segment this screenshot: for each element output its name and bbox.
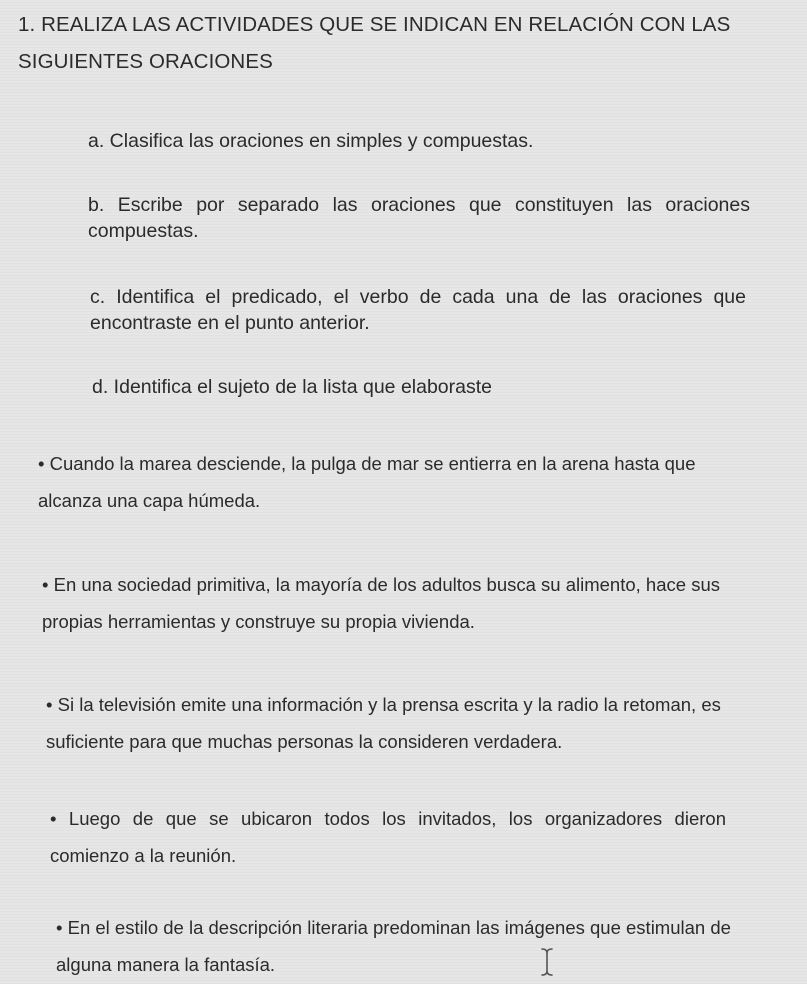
sentence-2: • En una sociedad primitiva, la mayoría de los adultos busca su alimento, hace sus propias herramientas y construye su propia vivienda. (42, 574, 720, 632)
sentence-3: • Si la televisión emite una información y la prensa escrita y la radio la retoman, es suficiente para que muchas personas la consideren verdadera. (46, 694, 721, 752)
sentence-4: • Luego de que se ubicaron todos los invitados, los organizadores dieron comienzo a la reunión. (50, 808, 726, 866)
task-d: d. Identifica el sujeto de la lista que elaboraste (92, 376, 493, 398)
sentence-5: • En el estilo de la descripción literaria predominan las imágenes que estimulan de alguna manera la fantasía. (56, 917, 731, 975)
sentence-1: • Cuando la marea desciende, la pulga de mar se entierra en la arena hasta que alcanza una capa húmeda. (38, 453, 696, 511)
task-c: c. Identifica el predicado, el verbo de cada una de las oraciones que encontraste en el punto anterior. (90, 286, 746, 334)
activity-heading: 1. REALIZA LAS ACTIVIDADES QUE SE INDICAN EN RELACIÓN CON LAS SIGUIENTES ORACIONES (18, 13, 731, 73)
text-cursor-icon (539, 947, 555, 977)
task-a: a. Clasifica las oraciones en simples y compuestas. (88, 130, 534, 152)
task-b: b. Escribe por separado las oraciones que constituyen las oraciones compuestas. (88, 194, 750, 242)
